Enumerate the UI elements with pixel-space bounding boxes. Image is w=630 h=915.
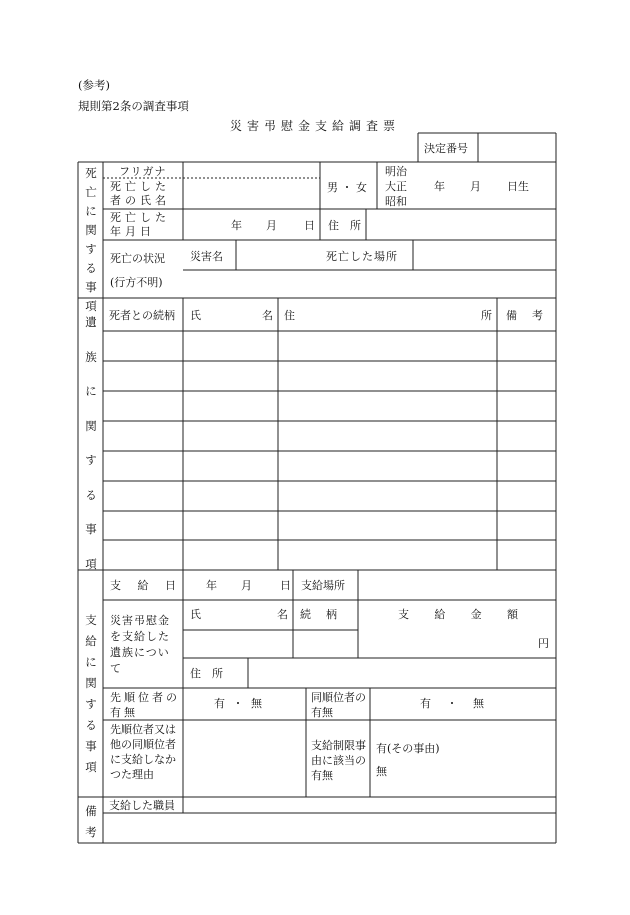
- restriction-yes-reason[interactable]: 有(その事由): [376, 742, 440, 755]
- decision-number-label: 決定番号: [424, 142, 468, 155]
- pay-year-unit: 年: [206, 579, 217, 592]
- form-title: 災害弔慰金支給調査票: [230, 119, 401, 133]
- death-place-label: 死亡した場所: [326, 250, 398, 263]
- pay-place-label: 支給場所: [301, 579, 345, 592]
- era-taisho[interactable]: 大正: [385, 180, 407, 193]
- recipient-address-label: 住 所: [190, 667, 223, 680]
- address-header-first: 住: [284, 309, 295, 322]
- era-showa[interactable]: 昭和: [385, 195, 407, 208]
- birth-day-unit: 日生: [507, 180, 529, 193]
- non-payment-reason-label: 先順位者又は他の同順位者に支給しなかつた理由: [110, 723, 176, 781]
- death-day-unit: 日: [304, 219, 315, 232]
- disaster-name-label: 災害名: [190, 250, 223, 263]
- era-meiji[interactable]: 明治: [385, 165, 407, 178]
- recipient-relation-label: 続 柄: [300, 608, 339, 621]
- relation-header: 死者との続柄: [109, 309, 175, 322]
- name-header-last: 名: [262, 309, 273, 322]
- recipient-name-first: 氏: [190, 608, 201, 621]
- sex-select[interactable]: 男 ・ 女: [327, 181, 367, 194]
- paying-staff-label: 支給した職員: [109, 799, 175, 812]
- death-year-unit: 年: [231, 219, 242, 232]
- furigana-label: フリガナ: [119, 165, 167, 178]
- pay-month-unit: 月: [241, 579, 252, 592]
- ref-note: (参考): [78, 78, 110, 92]
- yen-unit: 円: [538, 637, 549, 650]
- recipient-name-last: 名: [277, 608, 288, 621]
- death-date-label: 死亡した年月日: [110, 211, 170, 238]
- remarks-header: 備 考: [506, 309, 545, 322]
- name-header-first: 氏: [190, 309, 201, 322]
- address-header-last: 所: [481, 309, 492, 322]
- recipient-label: 災害弔慰金を支給した遺族について: [110, 614, 170, 675]
- missing-note: (行方不明): [110, 276, 163, 289]
- birth-year-unit: 年: [434, 180, 445, 193]
- amount-label: 支給金額: [398, 608, 518, 621]
- death-month-unit: 月: [266, 219, 277, 232]
- pay-day-unit: 日: [280, 579, 291, 592]
- rule-caption: 規則第2条の調査事項: [78, 99, 189, 113]
- prior-rank-select[interactable]: 有 ・ 無: [214, 697, 264, 710]
- payment-side-label: 支給に関する事項: [85, 613, 97, 774]
- birth-month-unit: 月: [470, 180, 481, 193]
- deceased-name-label: 死亡した者の氏名: [110, 180, 170, 207]
- prior-rank-label: 先順位者の有無: [110, 691, 180, 719]
- remarks-side-label: 備考: [85, 804, 97, 839]
- death-address-label: 住 所: [328, 219, 361, 232]
- restriction-label: 支給制限事由に該当の有無: [311, 739, 366, 782]
- death-side-label: 死亡に関する事項: [85, 166, 97, 313]
- same-rank-label: 同順位者の有無: [311, 691, 366, 719]
- restriction-no[interactable]: 無: [376, 765, 387, 778]
- same-rank-select[interactable]: 有 ・ 無: [420, 697, 490, 710]
- pay-date-label: 支給日: [110, 579, 176, 592]
- family-side-label: 遺族に関する事項: [85, 315, 97, 571]
- death-status-label: 死亡の状況: [110, 252, 165, 265]
